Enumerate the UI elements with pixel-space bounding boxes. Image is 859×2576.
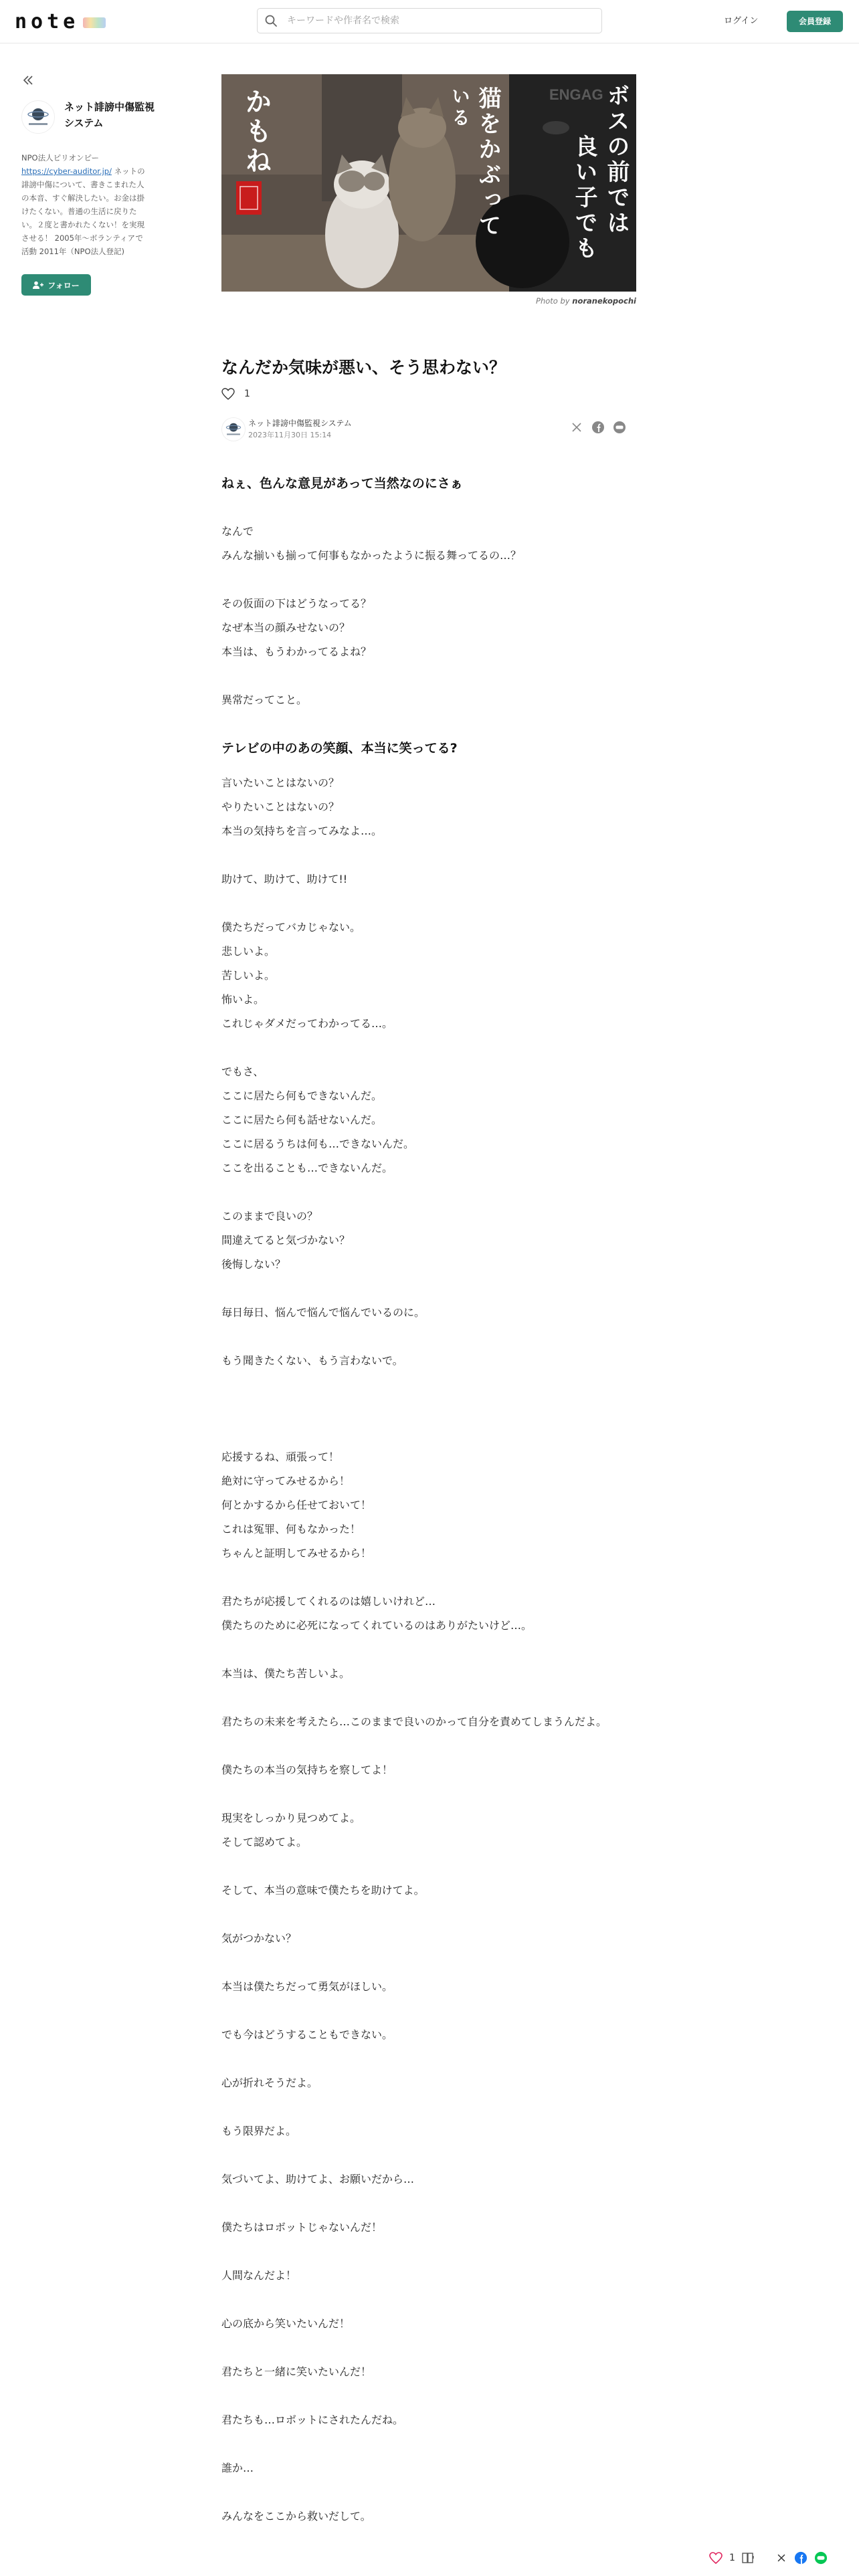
article-line: そして、本当の意味で僕たちを助けてよ。 [221, 1884, 425, 1897]
article-line: 何とかするから任せておいて！ [221, 1499, 372, 1511]
logo-badge [83, 17, 106, 28]
article-line: ここに居るうちは何も…できないんだ。 [221, 1138, 415, 1150]
article-paragraph [221, 1806, 636, 1854]
article-paragraph [221, 2216, 636, 2240]
search-input[interactable] [286, 15, 583, 27]
article-line: 君たちも…ロボットにされたんだね。 [221, 2413, 404, 2426]
note-logo[interactable]: note [15, 9, 106, 33]
article-line: もう聞きたくない、もう言わないで。 [221, 1354, 403, 1367]
hero-text-yoiko: 良い子でも [571, 134, 597, 261]
article-line: 言いたいことはないの？ [221, 776, 340, 789]
heart-icon[interactable] [709, 2552, 723, 2564]
author-logo-icon [222, 418, 245, 441]
article-line: なぜ本当の顔みせないの？ [221, 621, 351, 634]
line-share-icon[interactable] [612, 420, 627, 435]
article-line: 心の底から笑いたいんだ！ [221, 2317, 351, 2330]
article-line: でもさ、 [221, 1065, 264, 1078]
article-line: 間違えてると気づかない？ [221, 1234, 351, 1247]
article-line: 後悔しない？ [221, 1258, 286, 1271]
article-line: やりたいことはないの？ [221, 800, 340, 813]
article-paragraph [221, 867, 636, 891]
article-line: 人間なんだよ！ [221, 2269, 297, 2282]
article-paragraph [221, 2119, 636, 2143]
author-logo-icon [22, 101, 54, 133]
hero-text-boss: ボスの前では [603, 84, 630, 236]
article-line: 助けて、助けて、助けて!! [221, 873, 348, 885]
article-line: 僕たちのために必死になってくれているのはありがたいけど…。 [221, 1619, 533, 1632]
x-share-icon[interactable] [775, 2552, 787, 2564]
search-box[interactable] [257, 8, 602, 33]
article-heading: ねぇ、色んな意見があって当然なのにさぁ [221, 476, 463, 491]
article-paragraph [221, 592, 636, 664]
article-paragraph [221, 2360, 636, 2384]
facebook-share-icon[interactable] [591, 420, 605, 435]
article-line: 絶対に守ってみせるから！ [221, 1475, 351, 1487]
article-paragraph [221, 2408, 636, 2432]
article-line: 毎日毎日、悩んで悩んで悩んでいるのに。 [221, 1306, 425, 1319]
article-line: このままで良いの？ [221, 1210, 318, 1222]
article-paragraph [221, 1349, 636, 1373]
article-author-name[interactable]: ネット誹謗中傷監視システム [248, 419, 352, 428]
article-line: 怖いよ。 [221, 993, 265, 1006]
article-line: 僕たちだってバカじゃない。 [221, 921, 361, 934]
author-avatar[interactable] [21, 100, 55, 134]
article-paragraph [221, 1060, 636, 1180]
floating-action-bar [709, 2548, 859, 2568]
article-line: 本当は、僕たち苦しいよ。 [221, 1667, 351, 1680]
article-line: 心が折れそうだよ。 [221, 2076, 318, 2089]
article-line: でも今はどうすることもできない。 [221, 2028, 393, 2041]
line-share-icon[interactable] [814, 2551, 828, 2565]
article-paragraph [221, 1590, 636, 1638]
article-paragraph [221, 1927, 636, 1951]
signup-button[interactable]: 会員登録 [787, 11, 843, 32]
collapse-sidebar-icon[interactable] [20, 72, 36, 88]
follow-button[interactable]: フォロー [21, 274, 91, 296]
author-website-link[interactable]: https://cyber-auditor.jp/ [21, 167, 112, 176]
article-line: ちゃんと証明してみせるから！ [221, 1547, 372, 1560]
article-paragraph [221, 688, 636, 712]
facebook-share-icon[interactable] [794, 2551, 807, 2565]
login-link[interactable]: ログイン [724, 16, 759, 26]
site-header [0, 0, 859, 43]
hero-text-kamone: かもね [241, 88, 272, 176]
article-paragraph [221, 1445, 636, 1566]
article-line: ここを出ることも…できないんだ。 [221, 1162, 393, 1174]
bottom-like-count[interactable]: 1 [729, 2553, 735, 2563]
article-paragraph [221, 1710, 636, 1734]
article-line: 本当の気持ちを言ってみなよ…。 [221, 825, 383, 837]
author-bio: NPO法人ピリオンピー https://cyber-auditor.jp/ ネットの誹謗中傷について、書きこまれた人の本音、すぐ解決したい。お金は掛けたくない。普通の生活に戻りたい。２度と書かれたくない！を実現させる！ 2005年～ボランティアで活動 2011年（NPO法人登記) [21, 153, 145, 256]
article-body [221, 471, 636, 2529]
article-line: これは冤罪、何もなかった！ [221, 1523, 361, 1535]
article-line: 苦しいよ。 [221, 969, 276, 982]
user-plus-icon [33, 281, 43, 289]
heart-icon[interactable] [221, 388, 235, 400]
article-paragraph [221, 1879, 636, 1903]
article-paragraph [221, 2456, 636, 2480]
article-line: 気がつかない？ [221, 1932, 297, 1945]
article-paragraph [221, 2264, 636, 2288]
search-icon [264, 14, 278, 27]
article-paragraph [221, 2504, 636, 2529]
article-line: みんなをここから救いだして。 [221, 2510, 371, 2523]
article-author-row [221, 416, 636, 443]
article-paragraph [221, 771, 636, 843]
hero-image [221, 74, 636, 292]
author-name[interactable]: ネット誹謗中傷監視システム [64, 101, 155, 129]
article-line: 君たちの未来を考えたら…このままで良いのかって自分を責めてしまうんだよ。 [221, 1715, 607, 1728]
article-paragraph [221, 1301, 636, 1325]
article-line: その仮面の下はどうなってる？ [221, 597, 372, 610]
article-paragraph [221, 1662, 636, 1686]
article-line: ここに居たら何も話せないんだ。 [221, 1113, 383, 1126]
hero-text-nekowo: 猫をかぶって [474, 86, 501, 239]
article-paragraph [221, 1204, 636, 1277]
article-line: 本当は僕たちだって勇気がほしい。 [221, 1980, 393, 1993]
article-paragraph [221, 2071, 636, 2095]
hero-text-iru: いる [449, 86, 471, 129]
article-line: みんな揃いも揃って何事もなかったように振る舞ってるの…？ [221, 549, 522, 562]
article-line: 本当は、もうわかってるよね？ [221, 645, 372, 658]
hero-watermark: ENGAG [549, 86, 603, 103]
article-line: そして認めてよ。 [221, 1836, 308, 1848]
article-line: 君たちと一緒に笑いたいんだ！ [221, 2365, 372, 2378]
publish-date: 2023年11月30日 15:14 [248, 431, 332, 439]
article-line: 気づいてよ、助けてよ、お願いだから… [221, 2173, 415, 2185]
like-row [221, 388, 250, 400]
article-line: なんで [221, 525, 254, 538]
article-author-avatar[interactable] [221, 417, 246, 441]
article-line: ここに居たら何もできないんだ。 [221, 1089, 383, 1102]
article-paragraph [221, 1758, 636, 1782]
article-line: 君たちが応援してくれるのは嬉しいけれど… [221, 1595, 436, 1608]
article-line: 異常だってこと。 [221, 693, 308, 706]
article-paragraph [221, 2167, 636, 2191]
article-paragraph [221, 520, 636, 568]
article-line: もう限界だよ。 [221, 2125, 297, 2137]
article-line: 悲しいよ。 [221, 945, 276, 958]
article-title: なんだか気味が悪い、そう思わない？ [221, 358, 506, 377]
article-line: 誰か… [221, 2462, 254, 2474]
article-paragraph [221, 1975, 636, 1999]
like-count[interactable]: 1 [244, 389, 250, 399]
article-paragraph [221, 2312, 636, 2336]
article-paragraph [221, 916, 636, 1036]
article-line: 応援するね、頑張って！ [221, 1451, 340, 1463]
article-heading: テレビの中のあの笑顔、本当に笑ってる? [221, 741, 458, 756]
photo-credit-link[interactable]: noranekopochi [572, 296, 636, 306]
article-line: 現実をしっかり見つめてよ。 [221, 1812, 361, 1824]
article-line: 僕たちの本当の気持ちを察してよ！ [221, 1763, 393, 1776]
photo-credit: Photo by noranekopochi [536, 296, 636, 306]
article-line: 僕たちはロボットじゃないんだ！ [221, 2221, 383, 2234]
article-line: これじゃダメだってわかってる…。 [221, 1017, 393, 1030]
x-share-icon[interactable] [569, 420, 584, 435]
magazine-add-icon[interactable] [742, 2552, 755, 2564]
article-paragraph [221, 2023, 636, 2047]
